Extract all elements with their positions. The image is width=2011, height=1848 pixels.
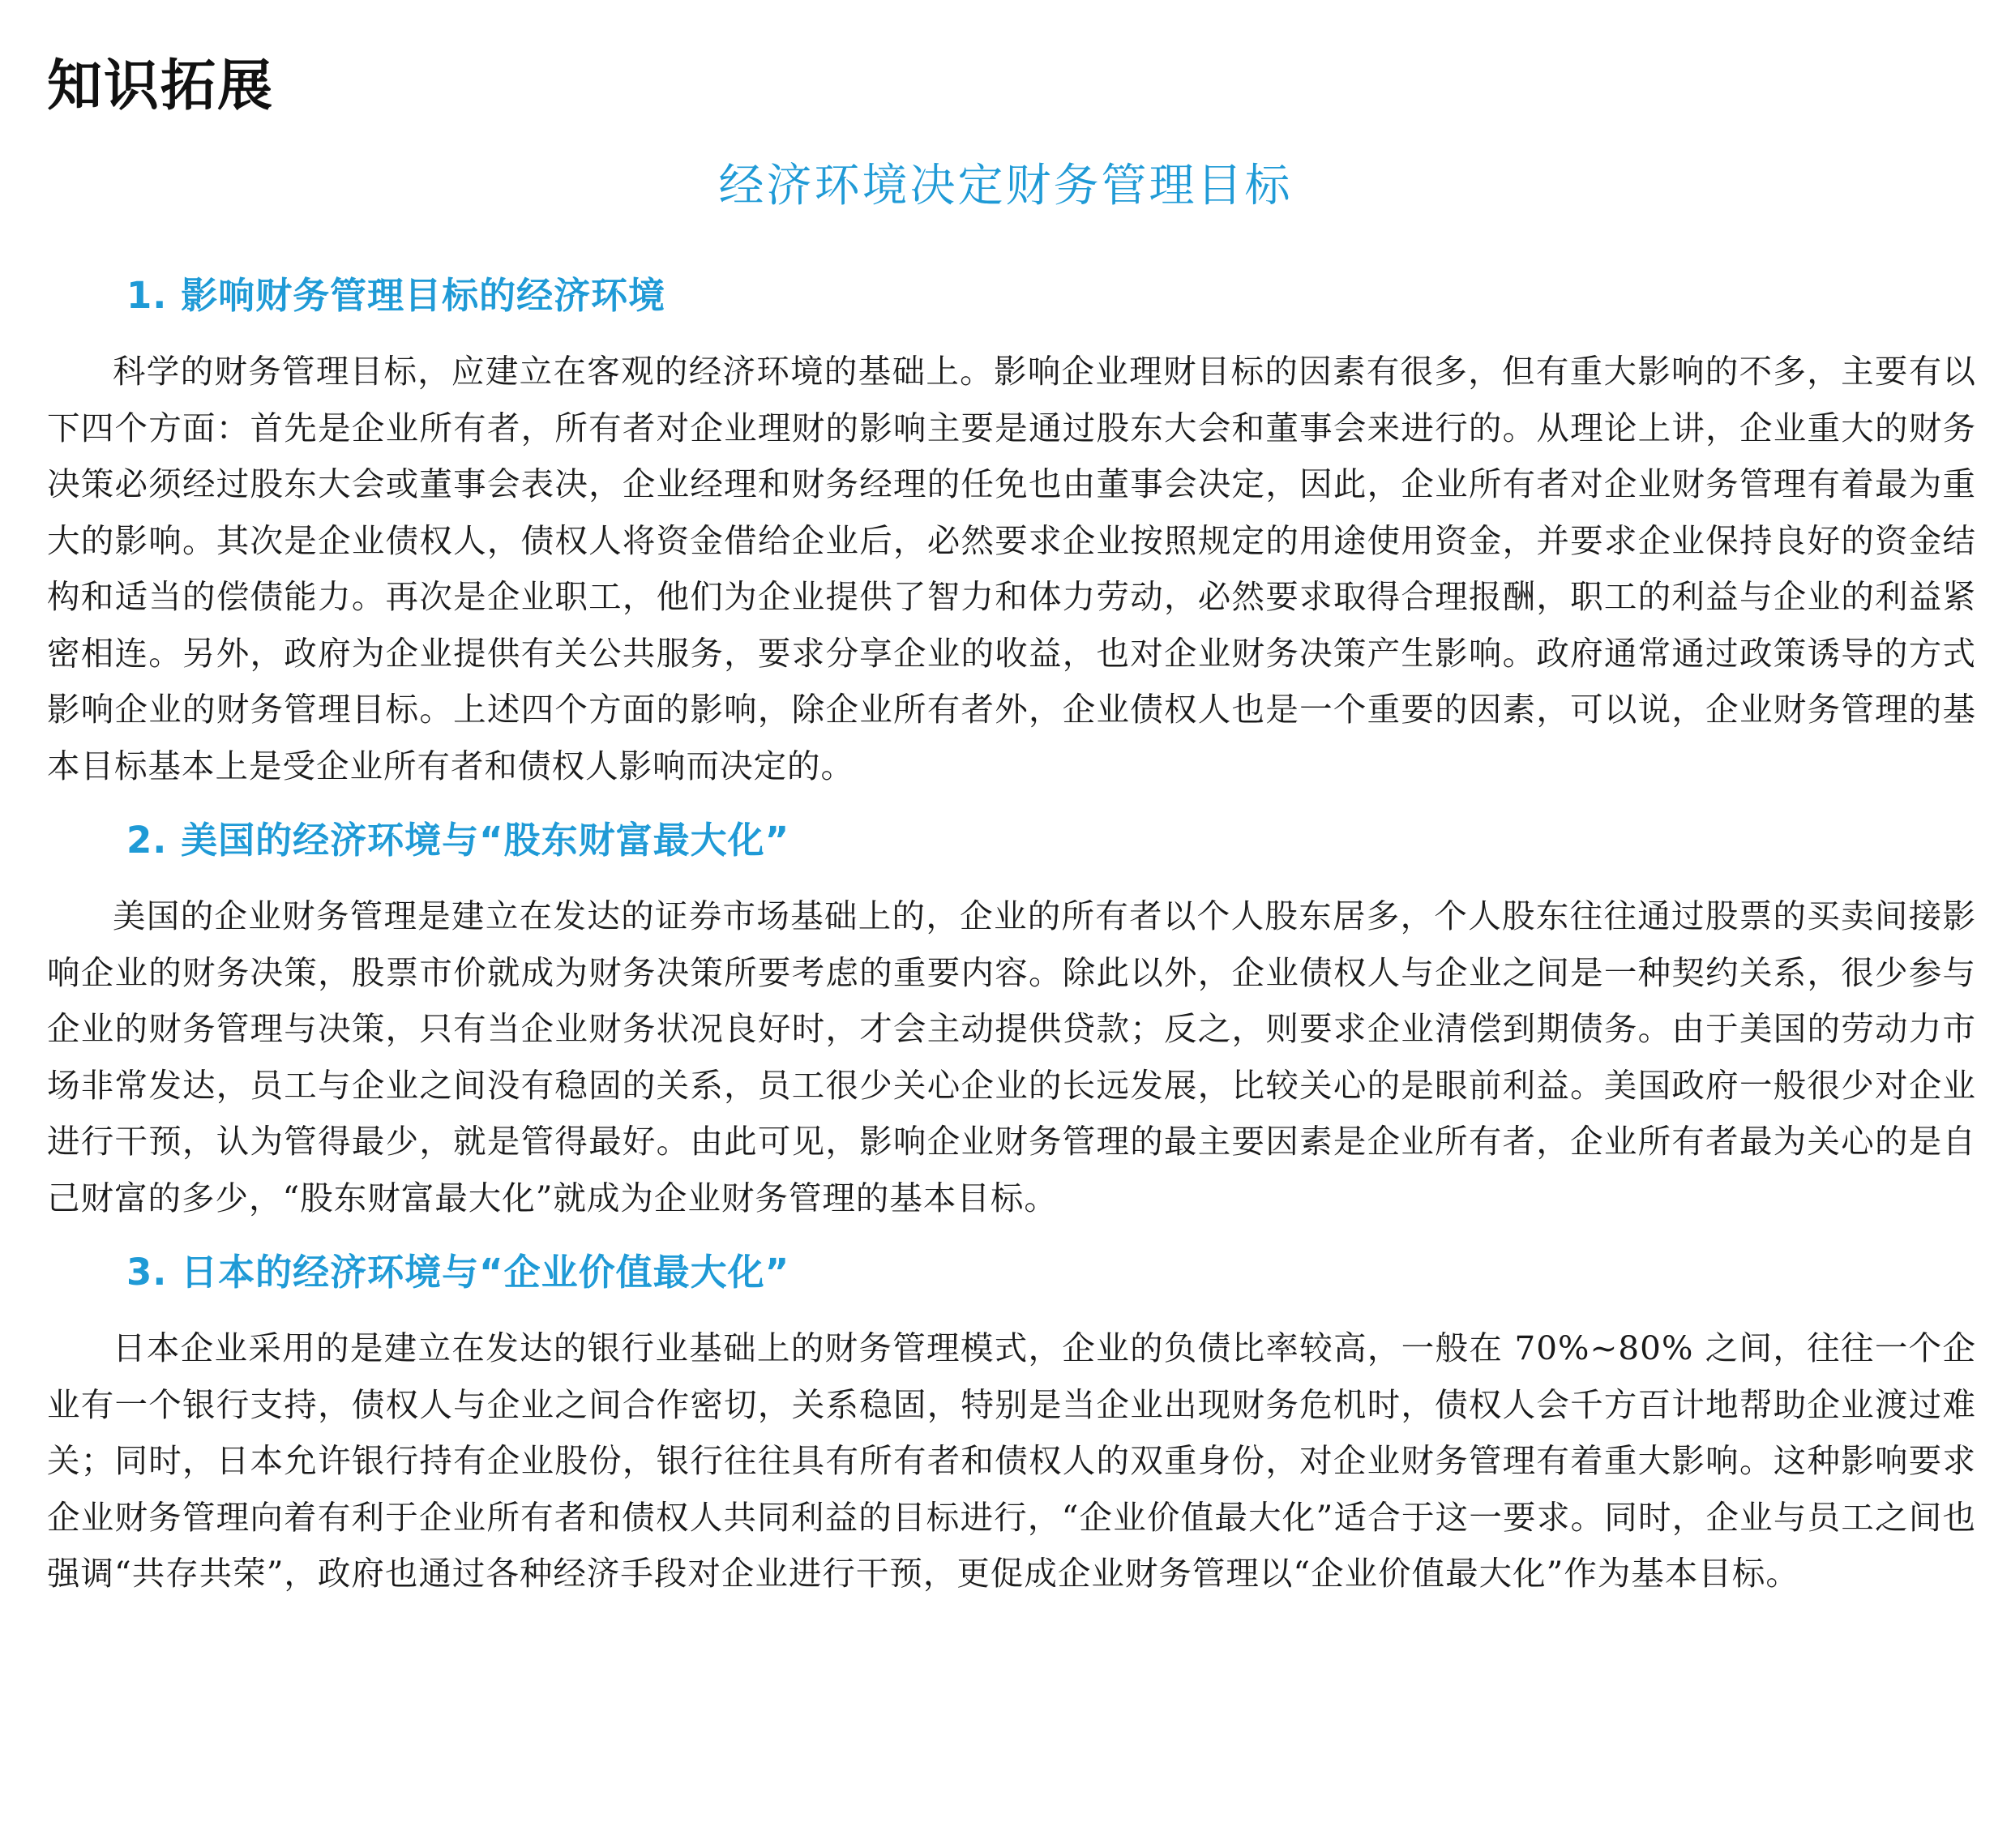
section-paragraph: 美国的企业财务管理是建立在发达的证券市场基础上的，企业的所有者以个人股东居多，个人股东往往通过股票的买卖间接影响企业的财务决策，股票市价就成为财务决策所要考虑的重要内容。除此以外，企业债权人与企业之间是一种契约关系，很少参与企业的财务管理与决策，只有当企业财务状况良好时，才会主动提供贷款；反之，则要求企业清偿到期债务。由于美国的劳动力市场非常发达，员工与企业之间没有稳固的关系，员工很少关心企业的长远发展，比较关心的是眼前利益。美国政府一般很少对企业进行干预，认为管得最少，就是管得最好。由此可见，影响企业财务管理的最主要因素是企业所有者，企业所有者最为关心的是自己财富的多少，“股东财富最大化”就成为企业财务管理的基本目标。 xyxy=(47,896,1976,1217)
section-paragraph: 日本企业采用的是建立在发达的银行业基础上的财务管理模式，企业的负债比率较高，一般在 70%~80% 之间，往往一个企业有一个银行支持，债权人与企业之间合作密切，关系稳固，特别是当企业出现财务危机时，债权人会千方百计地帮助企业渡过难关；同时，日本允许银行持有企业股份，银行往往具有所有者和债权人的双重身份，对企业财务管理有着重大影响。这种影响要求企业财务管理向着有利于企业所有者和债权人共同利益的目标进行，“企业价值最大化”适合于这一要求。同时，企业与员工之间也强调“共存共荣”，政府也通过各种经济手段对企业进行干预，更促成企业财务管理以“企业价值最大化”作为基本目标。 xyxy=(47,1328,1976,1593)
page-title: 经济环境决定财务管理目标 xyxy=(718,160,1293,212)
section-paragraph: 科学的财务管理目标，应建立在客观的经济环境的基础上。影响企业理财目标的因素有很多，但有重大影响的不多，主要有以下四个方面：首先是企业所有者，所有者对企业理财的影响主要是通过股东大会和董事会来进行的。从理论上讲，企业重大的财务决策必须经过股东大会或董事会表决，企业经理和财务经理的任免也由董事会决定，因此，企业所有者对企业财务管理有着最为重大的影响。其次是企业债权人，债权人将资金借给企业后，必然要求企业按照规定的用途使用资金，并要求企业保持良好的资金结构和适当的偿债能力。再次是企业职工，他们为企业提供了智力和体力劳动，必然要求取得合理报酬，职工的利益与企业的利益紧密相连。另外，政府为企业提供有关公共服务，要求分享企业的收益，也对企业财务决策产生影响。政府通常通过政策诱导的方式影响企业的财务管理目标。上述四个方面的影响，除企业所有者外，企业债权人也是一个重要的因素，可以说，企业财务管理的基本目标基本上是受企业所有者和债权人影响而决定的。 xyxy=(47,352,1976,785)
section-3 xyxy=(47,1244,1976,1602)
section-heading: 1. 影响财务管理目标的经济环境 xyxy=(126,274,666,317)
section-heading: 3. 日本的经济环境与“企业价值最大化” xyxy=(126,1251,790,1294)
section-1 xyxy=(47,267,1976,794)
article-body xyxy=(47,267,1976,1620)
section-label: 知识拓展 xyxy=(47,53,275,118)
section-2 xyxy=(47,812,1976,1226)
section-heading: 2. 美国的经济环境与“股东财富最大化” xyxy=(126,819,790,862)
